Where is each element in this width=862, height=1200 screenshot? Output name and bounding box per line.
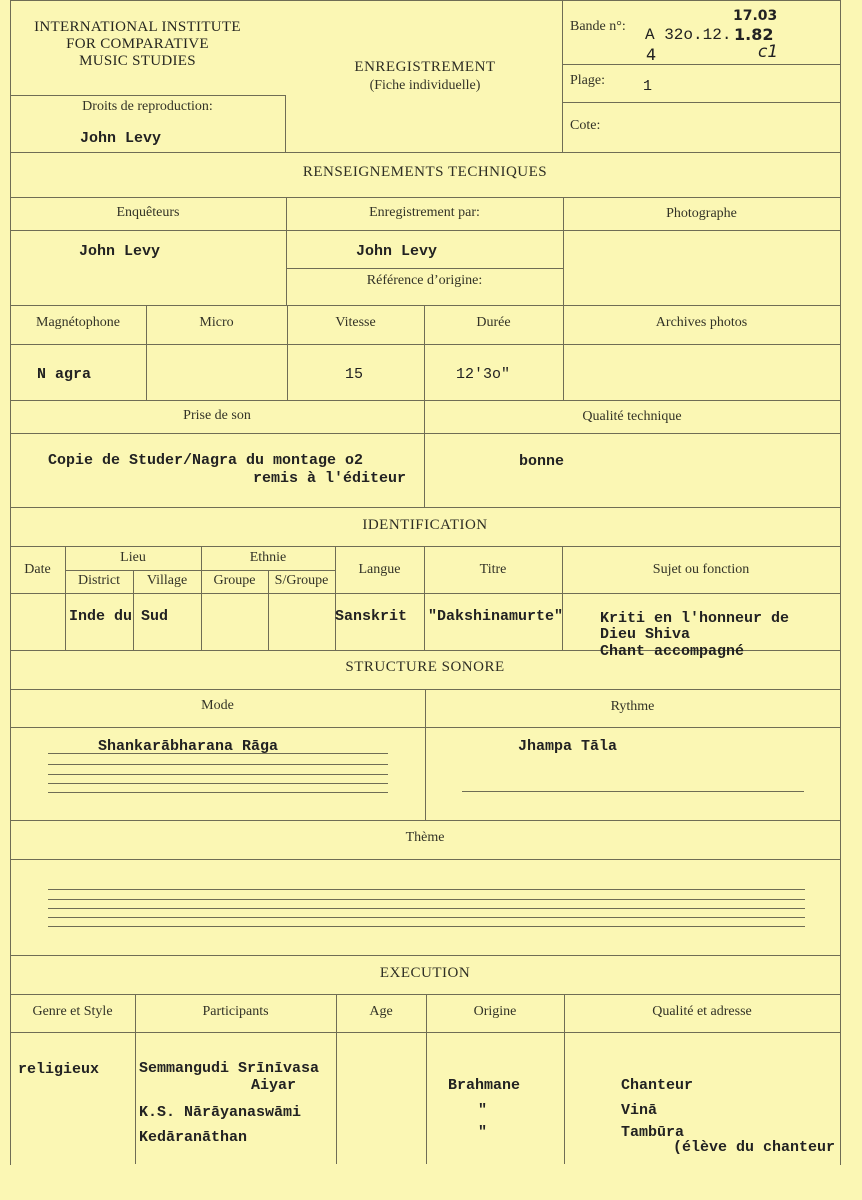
langue-value: Sanskrit <box>335 608 408 625</box>
bande-value: A 32o.12. <box>645 26 732 44</box>
enqueteurs-label: Enquêteurs <box>116 205 180 220</box>
prise-value-2: remis à l'éditeur <box>253 470 407 487</box>
sujet-value-2: Dieu Shiva <box>600 626 691 643</box>
vitesse-label: Vitesse <box>335 315 376 330</box>
prise-label: Prise de son <box>183 408 251 423</box>
sujet-label: Sujet ou fonction <box>652 562 750 577</box>
participants-label: Participants <box>202 1004 269 1019</box>
duree-label: Durée <box>476 315 511 330</box>
enqueteurs-value: John Levy <box>79 243 161 260</box>
plage-label: Plage: <box>570 73 605 88</box>
photographe-label: Photographe <box>666 206 737 221</box>
structure-title: STRUCTURE SONORE <box>345 659 505 675</box>
plage-value: 1 <box>643 78 653 95</box>
age-label: Age <box>369 1004 393 1019</box>
groupe-label: Groupe <box>213 573 256 588</box>
participant-origine: Brahmane <box>448 1077 521 1094</box>
archives-label: Archives photos <box>655 315 748 330</box>
theme-label: Thème <box>405 830 445 845</box>
qualite-adresse-label: Qualité et adresse <box>652 1004 752 1019</box>
bande-label: Bande n°: <box>570 19 626 34</box>
form-subtitle: (Fiche individuelle) <box>369 78 481 93</box>
magnetophone-value: N agra <box>37 366 92 383</box>
cote-label: Cote: <box>570 118 601 133</box>
duree-value: 12'3o" <box>456 366 511 383</box>
technique-title: RENSEIGNEMENTS TECHNIQUES <box>302 164 548 180</box>
bande-handwritten-2: 4 <box>646 45 657 64</box>
lieu-label: Lieu <box>120 550 146 565</box>
institute-name <box>10 19 265 70</box>
sujet-value-3: Chant accompagné <box>600 643 745 660</box>
participant-name: Semmangudi Srīnīvasa <box>139 1060 320 1077</box>
genre-label: Genre et Style <box>32 1004 113 1019</box>
reference-label: Référence d’origine: <box>366 273 483 288</box>
execution-title: EXECUTION <box>379 965 471 981</box>
enregistrement-value: John Levy <box>356 243 438 260</box>
mode-label: Mode <box>201 698 234 713</box>
participant-name: Kedāranāthan <box>139 1129 248 1146</box>
mode-value: Shankarābharana Rāga <box>98 738 279 755</box>
date-label: Date <box>24 562 51 577</box>
sujet-value-1: Kriti en l'honneur de <box>600 610 790 627</box>
magnetophone-label: Magnétophone <box>36 315 120 330</box>
participant-qualite: Vinā <box>621 1102 658 1119</box>
participant-qualite-cont: (élève du chanteur <box>673 1139 836 1156</box>
sgroupe-label: S/Groupe <box>274 573 329 588</box>
bande-handwritten: 1.82 <box>734 25 774 44</box>
participant-origine: " <box>478 1124 488 1141</box>
bande-handwritten-top: 17.03 <box>733 8 778 24</box>
institute-line-1: INTERNATIONAL INSTITUTE <box>34 19 241 35</box>
participant-qualite: Chanteur <box>621 1077 694 1094</box>
institute-line-2: FOR COMPARATIVE <box>66 36 209 52</box>
rights-value: John Levy <box>80 130 162 147</box>
qualite-technique-value: bonne <box>519 453 565 470</box>
lieu-value: Inde du Sud <box>69 608 169 625</box>
ethnie-label: Ethnie <box>249 550 287 565</box>
rythme-label: Rythme <box>610 699 655 714</box>
participant-name: K.S. Nārāyanaswāmi <box>139 1104 302 1121</box>
vitesse-value: 15 <box>345 366 364 383</box>
bande-handwritten-3: c1 <box>758 42 779 62</box>
identification-title: IDENTIFICATION <box>362 517 488 533</box>
enregistrement-label: Enregistrement par: <box>369 205 480 220</box>
prise-value-1: Copie de Studer/Nagra du montage o2 <box>48 452 364 469</box>
rights-label: Droits de reproduction: <box>82 99 213 114</box>
participant-qualite: Tambūra <box>621 1124 685 1141</box>
micro-label: Micro <box>199 315 234 330</box>
district-label: District <box>78 573 120 588</box>
genre-value: religieux <box>18 1061 100 1078</box>
titre-label: Titre <box>479 562 507 577</box>
rythme-value: Jhampa Tāla <box>518 738 618 755</box>
institute-line-3: MUSIC STUDIES <box>79 53 196 69</box>
form-title: ENREGISTREMENT <box>354 59 496 75</box>
titre-value: "Dakshinamurte" <box>428 608 564 625</box>
langue-label: Langue <box>358 562 401 577</box>
participant-name-cont: Aiyar <box>251 1077 297 1094</box>
qualite-technique-label: Qualité technique <box>582 409 682 424</box>
village-label: Village <box>146 573 188 588</box>
participant-origine: " <box>478 1102 488 1119</box>
origine-label: Origine <box>473 1004 517 1019</box>
